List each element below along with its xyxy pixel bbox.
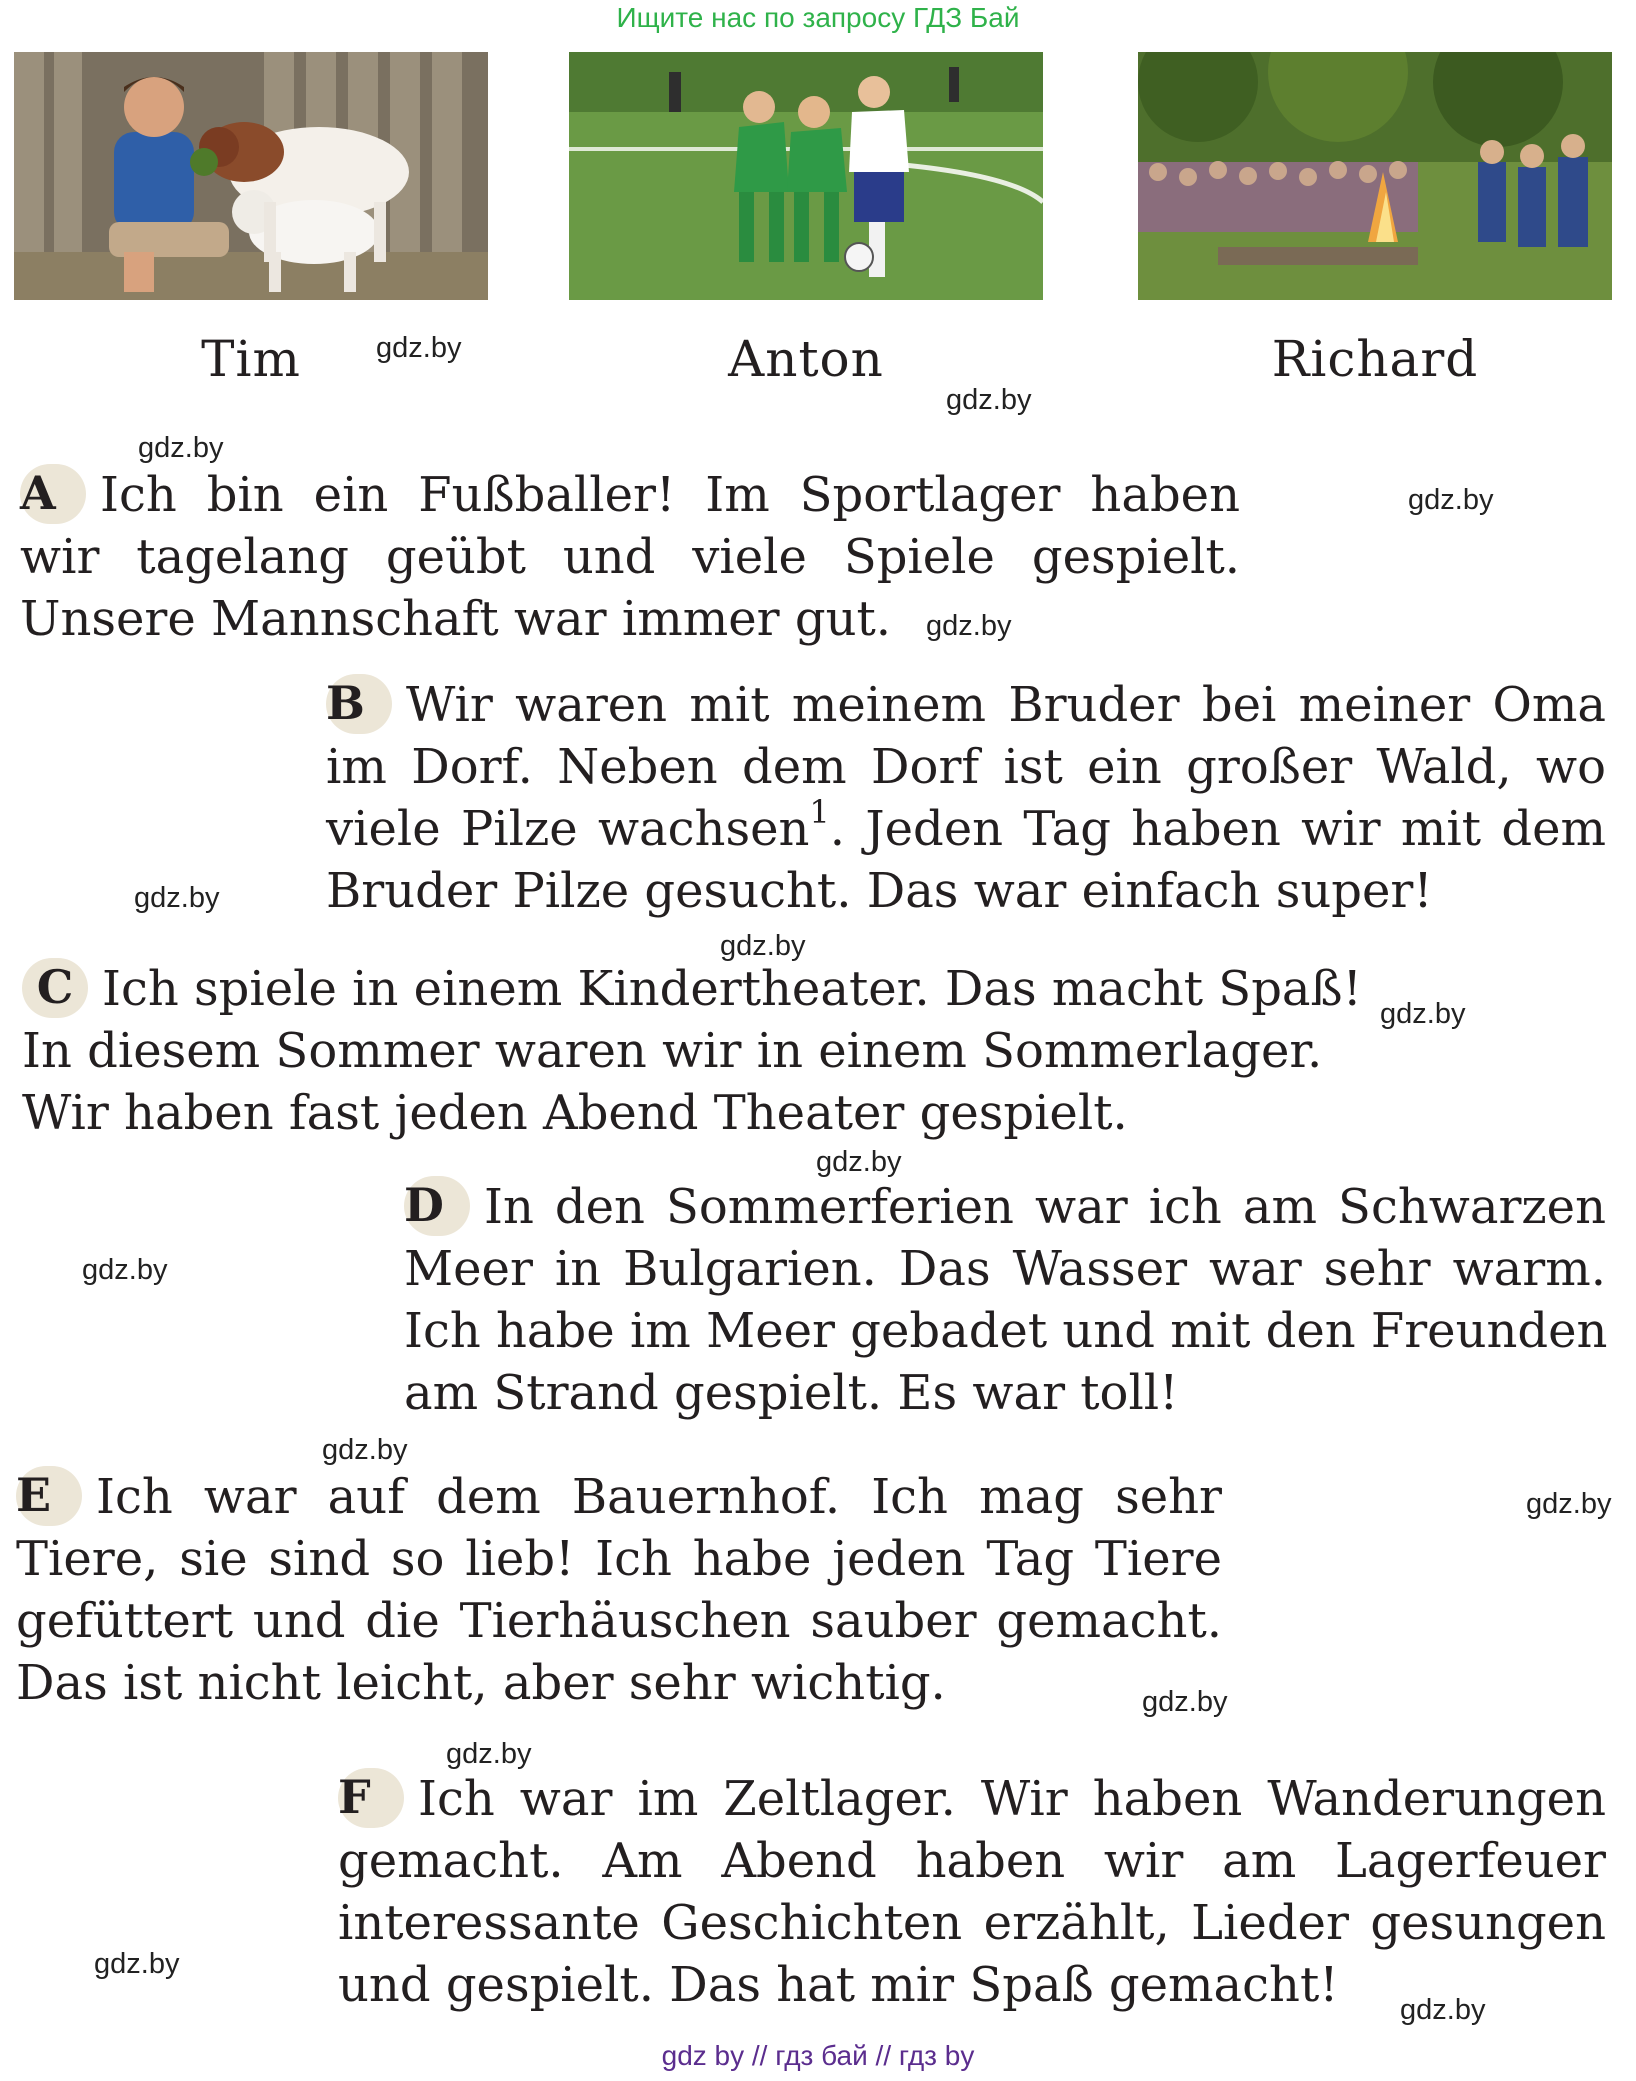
watermark: gdz.by [816,1146,902,1178]
badge-d: D [404,1176,470,1236]
badge-c: C [22,958,88,1018]
paragraph-d-line: Ich habe im Meer gebadet und mit den Freunden [404,1303,1608,1359]
paragraph-f-line: und gespielt. Das hat mir Spaß gemacht! [338,1957,1339,2013]
paragraph-a [20,464,1240,650]
paragraph-d-line: am Strand gespielt. Es war toll! [404,1365,1179,1421]
paragraph-c-line: Ich spiele in einem Kindertheater. Das macht Spaß! [102,961,1362,1017]
footnote-marker: 1 [809,793,830,831]
watermark: gdz.by [1400,1994,1486,2026]
badge-e: E [16,1466,82,1526]
watermark: gdz.by [446,1738,532,1770]
paragraph-f-line: gemacht. Am Abend haben wir am Lagerfeuer [338,1833,1606,1889]
watermark: gdz.by [138,432,224,464]
paragraph-b-line: . Jeden Tag haben wir mit dem [829,801,1606,857]
badge-a: A [20,464,86,524]
paragraph-e [16,1466,1222,1714]
watermark: gdz.by [1526,1488,1612,1520]
paragraph-b [326,674,1606,922]
caption-anton: Anton [728,330,884,388]
watermark: gdz.by [1408,484,1494,516]
footer-links: gdz by // гдз бай // гдз by [661,2040,975,2071]
top-banner: Ищите нас по запросу ГДЗ Бай [616,2,1020,33]
paragraph-f-line: Ich war im Zeltlager. Wir haben Wanderungen [418,1771,1606,1827]
photo-tim-goats [14,52,488,300]
badge-b: B [326,674,392,734]
paragraph-e-line: Tiere, sie sind so lieb! Ich habe jeden Tag Tiere [16,1531,1222,1587]
watermark: gdz.by [946,384,1032,416]
watermark: gdz.by [720,930,806,962]
watermark: gdz.by [376,332,462,364]
photo-richard-campfire [1138,52,1612,300]
paragraph-a-line: Unsere Mannschaft war immer gut. [20,591,892,647]
paragraph-f [338,1768,1606,2016]
caption-richard: Richard [1271,330,1479,388]
watermark: gdz.by [926,610,1012,642]
paragraph-e-line: Ich war auf dem Bauernhof. Ich mag sehr [96,1469,1222,1525]
watermark: gdz.by [1142,1686,1228,1718]
watermark: gdz.by [1380,998,1466,1030]
paragraph-c-line: Wir haben fast jeden Abend Theater gespielt. [22,1085,1128,1141]
paragraph-a-line: Ich bin ein Fußballer! Im Sportlager haben [100,467,1240,523]
paragraph-b-line: im Dorf. Neben dem Dorf ist ein großer Wald, wo [326,739,1606,795]
paragraph-e-line: Das ist nicht leicht, aber sehr wichtig. [16,1655,946,1711]
paragraph-e-line: gefüttert und die Tierhäuschen sauber gemacht. [16,1593,1222,1649]
watermark: gdz.by [82,1254,168,1286]
watermark: gdz.by [134,882,220,914]
watermark: gdz.by [94,1948,180,1980]
paragraph-c-line: In diesem Sommer waren wir in einem Sommerlager. [22,1023,1323,1079]
paragraph-f-line: interessante Geschichten erzählt, Lieder gesungen [338,1895,1606,1951]
paragraph-b-line: viele Pilze wachsen [326,801,810,857]
paragraph-d [404,1176,1606,1424]
paragraph-d-line: Meer in Bulgarien. Das Wasser war sehr warm. [404,1241,1606,1297]
paragraph-d-line: In den Sommerferien war ich am Schwarzen [484,1179,1606,1235]
caption-tim: Tim [201,330,301,388]
photo-anton-football [569,52,1043,300]
paragraph-b-line: Wir waren mit meinem Bruder bei meiner Oma [406,677,1606,733]
badge-f: F [338,1768,404,1828]
watermark: gdz.by [322,1434,408,1466]
paragraph-c [22,958,1382,1144]
paragraph-a-line: wir tagelang geübt und viele Spiele gespielt. [20,529,1240,585]
paragraph-b-line: Bruder Pilze gesucht. Das war einfach super! [326,863,1433,919]
